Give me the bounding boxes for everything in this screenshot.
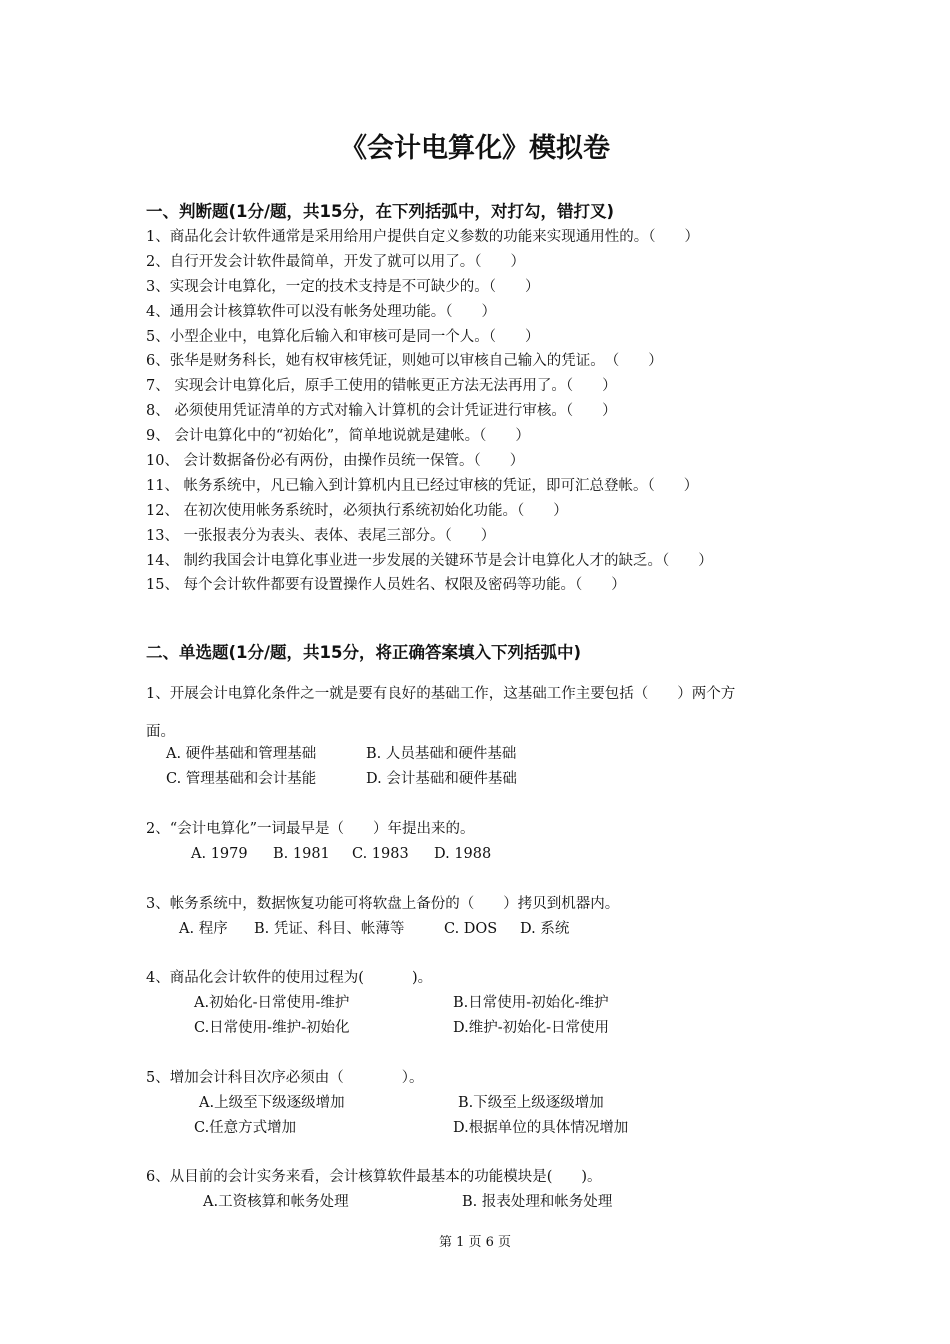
answer-option: B.日常使用-初始化-维护 [453, 995, 609, 1011]
answer-option: C.任意方式增加 [194, 1120, 297, 1136]
answer-option: A.上级至下级逐级增加 [199, 1095, 345, 1111]
answer-option: A.工资核算和帐务处理 [203, 1194, 349, 1210]
true-false-question: 8、 必须使用凭证清单的方式对输入计算机的会计凭证进行审核。（ ） [146, 403, 617, 420]
question-stem: 5、增加会计科目次序必须由（ ）。 [146, 1070, 424, 1086]
true-false-question: 14、 制约我国会计电算化事业进一步发展的关键环节是会计电算化人才的缺乏。（ ） [146, 552, 713, 569]
answer-option: C. 管理基础和会计基能 [166, 771, 317, 787]
true-false-question: 2、自行开发会计软件最简单，开发了就可以用了。（ ） [146, 253, 525, 270]
answer-option: B.下级至上级逐级增加 [458, 1095, 604, 1111]
question-stem: 3、帐务系统中，数据恢复功能可将软盘上备份的（ ）拷贝到机器内。 [146, 896, 620, 912]
question-stem-continued: 面。 [146, 724, 175, 740]
answer-option: A. 硬件基础和管理基础 [166, 746, 317, 762]
answer-option: C. DOS [444, 921, 498, 937]
section-heading-single-choice: 二、单选题(1分/题，共15分，将正确答案填入下列括弧中) [146, 643, 582, 662]
true-false-question: 3、实现会计电算化，一定的技术支持是不可缺少的。（ ） [146, 278, 540, 295]
answer-option: B. 人员基础和硬件基础 [366, 746, 517, 762]
page-title: 《会计电算化》模拟卷 [340, 133, 610, 164]
answer-option: A.初始化-日常使用-维护 [194, 995, 350, 1011]
answer-option: A. 1979 [191, 846, 248, 862]
true-false-question: 11、 帐务系统中，凡已输入到计算机内且已经过审核的凭证，即可汇总登帐。（ ） [146, 477, 699, 494]
question-stem: 1、开展会计电算化条件之一就是要有良好的基础工作，这基础工作主要包括（ ）两个方 [146, 686, 736, 702]
answer-option: D.根据单位的具体情况增加 [453, 1120, 629, 1136]
answer-option: D.维护-初始化-日常使用 [453, 1020, 610, 1036]
answer-option: C. 1983 [352, 846, 409, 862]
true-false-question: 12、 在初次使用帐务系统时，必须执行系统初始化功能。（ ） [146, 502, 568, 519]
section-heading-true-false: 一、判断题(1分/题，共15分，在下列括弧中，对打勾，错打叉) [146, 202, 615, 221]
true-false-question: 13、 一张报表分为表头、表体、表尾三部分。（ ） [146, 527, 496, 544]
page-number-footer: 第 1 页 6 页 [438, 1235, 512, 1250]
true-false-question: 7、 实现会计电算化后，原手工使用的错帐更正方法无法再用了。（ ） [146, 378, 617, 395]
true-false-question: 5、小型企业中，电算化后输入和审核可是同一个人。（ ） [146, 328, 540, 345]
answer-option: B. 1981 [273, 846, 330, 862]
question-stem: 2、“会计电算化”一词最早是（ ）年提出来的。 [146, 821, 475, 837]
question-stem: 4、商品化会计软件的使用过程为( )。 [146, 970, 433, 986]
question-stem: 6、从目前的会计实务来看，会计核算软件最基本的功能模块是( )。 [146, 1169, 602, 1185]
true-false-question: 10、 会计数据备份必有两份，由操作员统一保管。（ ） [146, 453, 525, 470]
answer-option: D. 系统 [520, 921, 570, 937]
answer-option: B. 报表处理和帐务处理 [462, 1194, 613, 1210]
answer-option: B. 凭证、科目、帐薄等 [254, 921, 405, 937]
true-false-question: 15、 每个会计软件都要有设置操作人员姓名、权限及密码等功能。（ ） [146, 577, 626, 594]
true-false-question: 6、张华是财务科长，她有权审核凭证，则她可以审核自己输入的凭证。 （ ） [146, 353, 663, 370]
true-false-question: 1、商品化会计软件通常是采用给用户提供自定义参数的功能来实现通用性的。（ ） [146, 229, 699, 245]
true-false-question-list [146, 225, 846, 598]
true-false-question: 4、通用会计核算软件可以没有帐务处理功能。（ ） [146, 303, 496, 320]
answer-option: C.日常使用-维护-初始化 [194, 1020, 350, 1036]
answer-option: A. 程序 [179, 921, 228, 937]
true-false-question: 9、 会计电算化中的“初始化”，简单地说就是建帐。（ ） [146, 428, 530, 445]
answer-option: D. 1988 [434, 846, 492, 862]
answer-option: D. 会计基础和硬件基础 [366, 771, 517, 787]
